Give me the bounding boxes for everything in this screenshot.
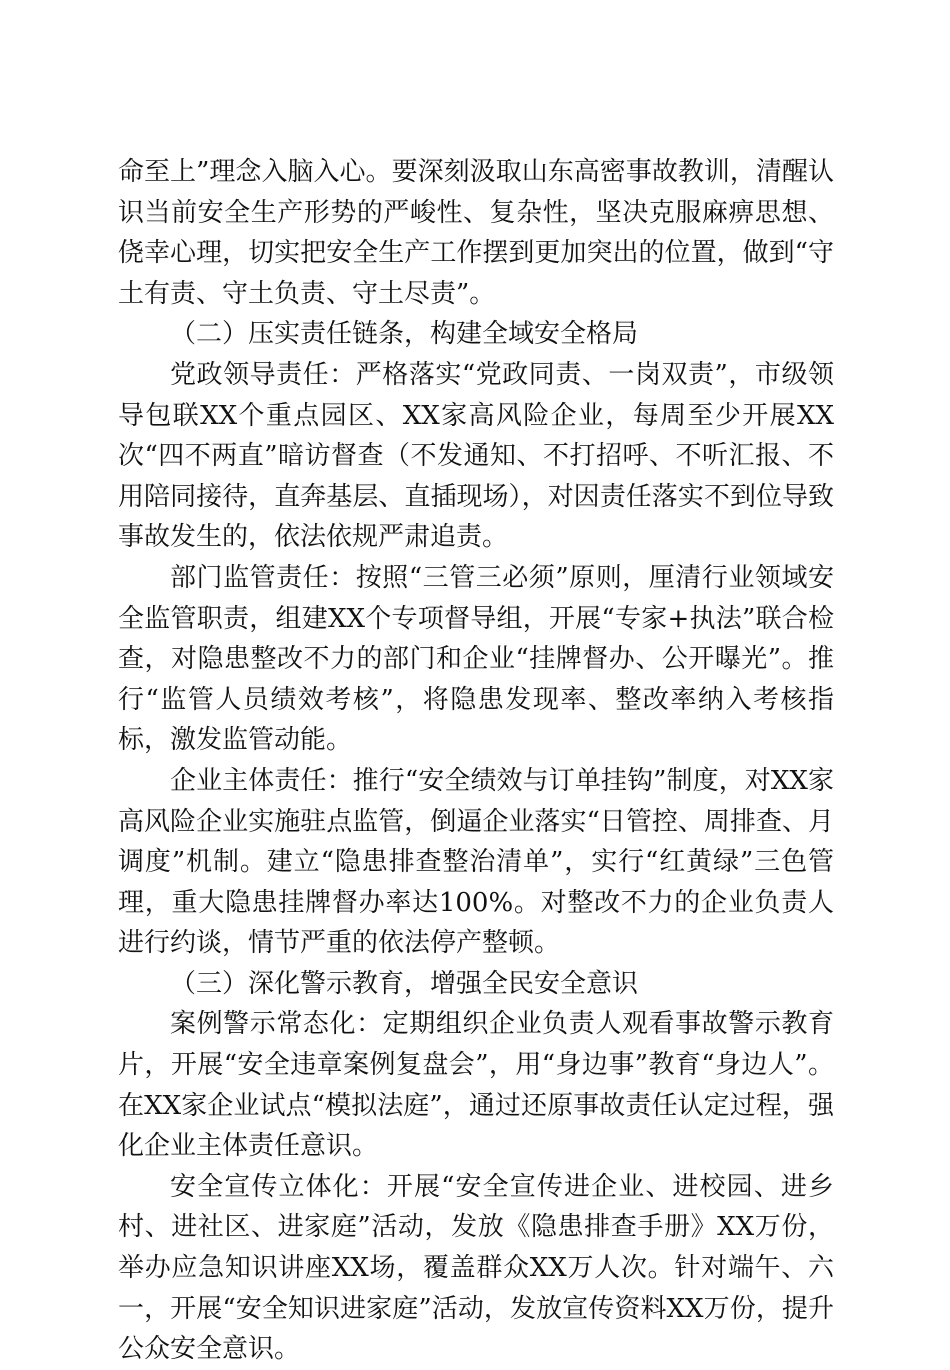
document-body xyxy=(118,152,834,1370)
section-heading-3: （三）深化警示教育，增强全民安全意识 xyxy=(170,968,639,999)
paragraph-department-supervision-responsibility: 部门监管责任：按照“三管三必须”原则，厘清行业领域安全监管职责，组建XX个专项督导组，开展“专家+执法”联合检查，对隐患整改不力的部门和企业“挂牌督办、公开曝光”。推行“监管人员绩效考核”，将隐患发现率、整改率纳入考核指标，激发监管动能。 xyxy=(118,562,834,756)
section-heading-2: （二）压实责任链条，构建全域安全格局 xyxy=(170,319,639,350)
paragraph-continuation: 命至上”理念入脑入心。要深刻汲取山东高密事故教训，清醒认识当前安全生产形势的严峻性、复杂性，坚决克服麻痹思想、侥幸心理，切实把安全生产工作摆到更加突出的位置，做到“守土有责、守土负责、守土尽责”。 xyxy=(118,157,834,309)
paragraph-enterprise-main-responsibility: 企业主体责任：推行“安全绩效与订单挂钩”制度，对XX家高风险企业实施驻点监管，倒逼企业落实“日管控、周排查、月调度”机制。建立“隐患排查整治清单”，实行“红黄绿”三色管理，重大隐患挂牌督办率达100%。对整改不力的企业负责人进行约谈，情节严重的依法停产整顿。 xyxy=(118,765,834,959)
paragraph-safety-publicity: 安全宣传立体化：开展“安全宣传进企业、进校园、进乡村、进社区、进家庭”活动，发放《隐患排查手册》XX万份，举办应急知识讲座XX场，覆盖群众XX万人次。针对端午、六一，开展“安全知识进家庭”活动，发放宣传资料XX万份，提升公众安全意识。 xyxy=(118,1171,834,1365)
paragraph-case-warning: 案例警示常态化：定期组织企业负责人观看事故警示教育片，开展“安全违章案例复盘会”，用“身边事”教育“身边人”。在XX家企业试点“模拟法庭”，通过还原事故责任认定过程，强化企业主体责任意识。 xyxy=(118,1009,834,1162)
paragraph-party-government-responsibility: 党政领导责任：严格落实“党政同责、一岗双责”，市级领导包联XX个重点园区、XX家高风险企业，每周至少开展XX次“四不两直”暗访督查（不发通知、不打招呼、不听汇报、不用陪同接待，直奔基层、直插现场），对因责任落实不到位导致事故发生的，依法依规严肃追责。 xyxy=(118,359,834,553)
